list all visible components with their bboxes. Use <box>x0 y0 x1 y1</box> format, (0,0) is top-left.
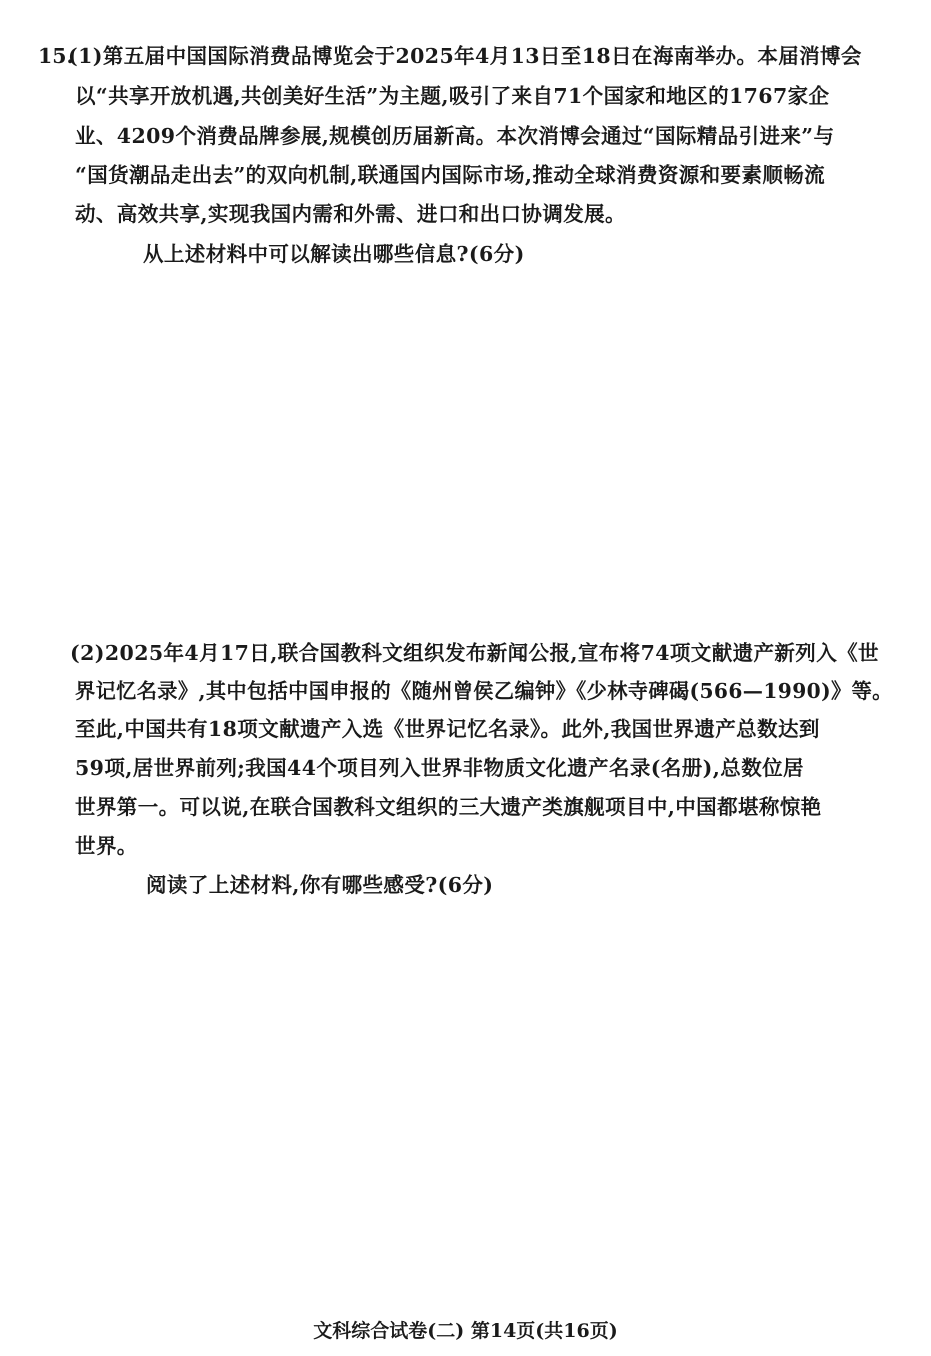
part1-line-1: (1)第五届中国国际消费品博览会于2025年4月13日至18日在海南举办。本届消博会 <box>68 44 862 68</box>
part2-line-1: (2)2025年4月17日,联合国教科文组织发布新闻公报,宣布将74项文献遗产新列入《世 <box>70 641 879 665</box>
part2-prompt: 阅读了上述材料,你有哪些感受?(6分) <box>146 873 494 897</box>
part1-line-3: 业、4209个消费品牌参展,规模创历届新高。本次消博会通过“国际精品引进来”与 <box>75 124 835 148</box>
part2-line-3: 至此,中国共有18项文献遗产入选《世界记忆名录》。此外,我国世界遗产总数达到 <box>75 717 820 741</box>
part2-line-2: 界记忆名录》,其中包括中国申报的《随州曾侯乙编钟》《少林寺碑碣(566—1990)》等。 <box>75 679 893 703</box>
part2-line-5: 世界第一。可以说,在联合国教科文组织的三大遗产类旗舰项目中,中国都堪称惊艳 <box>75 795 822 819</box>
part1-line-4: “国货潮品走出去”的双向机制,联通国内国际市场,推动全球消费资源和要素顺畅流 <box>75 163 826 187</box>
part2-line-6: 世界。 <box>75 834 138 858</box>
question-number: 15. <box>38 44 74 68</box>
part1-line-5: 动、高效共享,实现我国内需和外需、进口和出口协调发展。 <box>75 202 626 226</box>
part2-line-4: 59项,居世界前列;我国44个项目列入世界非物质文化遗产名录(名册),总数位居 <box>75 756 804 780</box>
page-footer: 文科综合试卷(二) 第14页(共16页) <box>313 1320 618 1342</box>
part1-line-2: 以“共享开放机遇,共创美好生活”为主题,吸引了来自71个国家和地区的1767家企 <box>75 84 830 108</box>
part1-prompt: 从上述材料中可以解读出哪些信息?(6分) <box>143 242 525 266</box>
